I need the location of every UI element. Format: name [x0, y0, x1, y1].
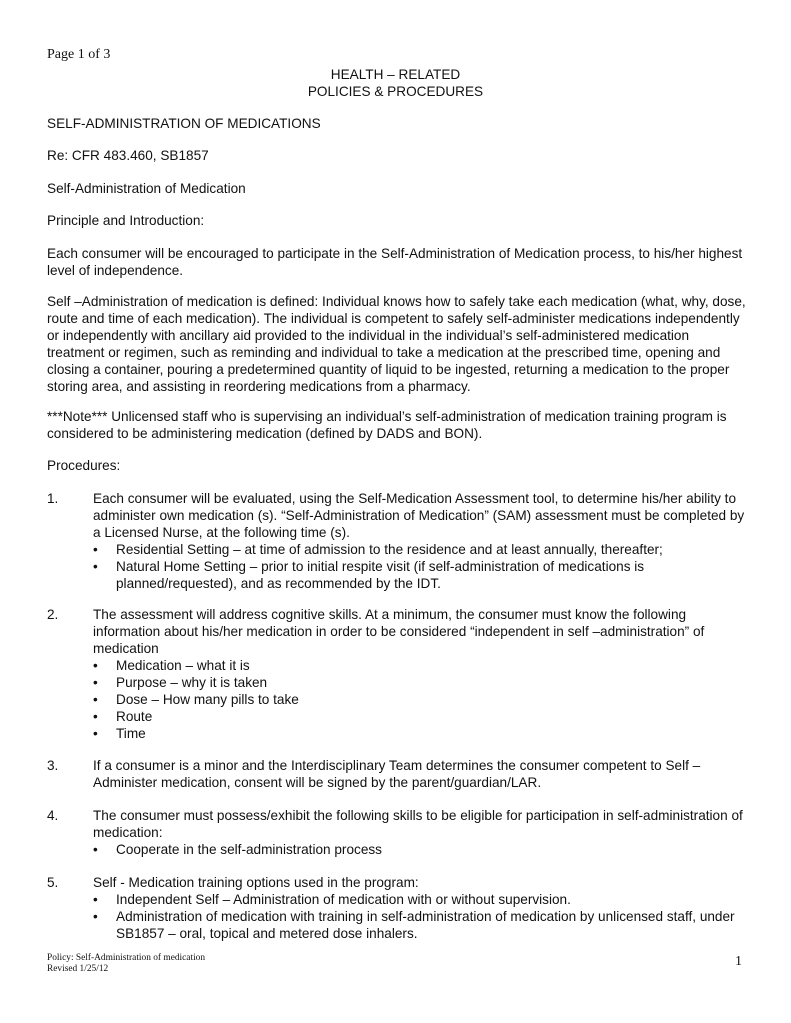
procedure-bullets — [93, 541, 745, 592]
procedure-bullets — [93, 891, 745, 942]
footer-revised: Revised 1/25/12 — [47, 964, 109, 974]
note-paragraph: ***Note*** Unlicensed staff who is supervising an individual’s self-administration of medication training program is considered to be administering medication (defined by DADS and BON). — [47, 409, 727, 441]
footer-page-number: 1 — [735, 954, 742, 969]
procedure-number: 5. — [47, 875, 59, 890]
document-title: SELF-ADMINISTRATION OF MEDICATIONS — [47, 116, 321, 131]
bullet-item: • Purpose – why it is taken — [93, 675, 268, 690]
regulation-reference: Re: CFR 483.460, SB1857 — [47, 148, 209, 163]
procedure-text: If a consumer is a minor and the Interdisciplinary Team determines the consumer competent to Self – Administer medication, consent will be signed by the parent/guardian/LAR. — [93, 758, 701, 790]
bullet-icon: • — [93, 658, 98, 673]
bullet-icon: • — [93, 675, 98, 690]
procedure-text: Each consumer will be evaluated, using the Self-Medication Assessment tool, to determine his/her ability to administer own medication (s). “Self-Administration of Medication” (SAM) assessment must be completed by a Licensed Nurse, at the following time (s). — [93, 491, 745, 540]
procedure-number: 4. — [47, 808, 59, 823]
section-subtitle: Self-Administration of Medication — [47, 181, 246, 196]
procedure-number: 3. — [47, 758, 59, 773]
bullet-item: • Time — [93, 726, 146, 741]
procedure-text: Self - Medication training options used in the program: — [93, 875, 419, 890]
procedures-heading: Procedures: — [47, 458, 121, 473]
procedure-text: The assessment will address cognitive skills. At a minimum, the consumer must know the following information about his/her medication in order to be considered “independent in self –administration” of medication — [93, 607, 705, 656]
intro-paragraph: Each consumer will be encouraged to participate in the Self-Administration of Medication process, to his/her highest level of independence. — [47, 246, 743, 278]
bullet-icon: • — [93, 542, 98, 557]
bullet-item: • Residential Setting – at time of admission to the residence and at least annually, thereafter; — [93, 542, 663, 557]
bullet-item: • Administration of medication with training in self-administration of medication by unlicensed staff, under SB1857 – oral, topical and metered dose inhalers. — [93, 909, 735, 941]
procedure-bullets — [93, 657, 745, 742]
principle-heading: Principle and Introduction: — [47, 213, 205, 228]
bullet-item: • Cooperate in the self-administration process — [93, 842, 382, 857]
footer-policy: Policy: Self-Administration of medication — [47, 953, 206, 963]
bullet-icon: • — [93, 842, 98, 857]
procedure-bullets — [93, 841, 745, 858]
definition-paragraph: Self –Administration of medication is defined: Individual knows how to safely take each medication (what, why, dose, route and time of each medication). The individual is competent to safely self-administer medications independently or independently with ancillary aid provided to the individual in the individual’s self-administered medication treatment or regimen, such as reminding and individual to take a medication at the prescribed time, opening and closing a container, pouring a predetermined quantity of liquid to be ingested, returning a medication to the proper storing area, and assisting in reordering medications from a pharmacy. — [47, 294, 746, 394]
bullet-icon: • — [93, 909, 98, 924]
bullet-icon: • — [93, 726, 98, 741]
page-footer — [47, 953, 205, 975]
procedure-number: 1. — [47, 491, 59, 506]
procedure-number: 2. — [47, 607, 59, 622]
bullet-item: • Route — [93, 709, 153, 724]
header-line-2: POLICIES & PROCEDURES — [307, 84, 484, 99]
bullet-item: • Independent Self – Administration of medication with or without supervision. — [93, 892, 571, 907]
bullet-icon: • — [93, 559, 98, 574]
header-line-1: HEALTH – RELATED — [330, 67, 461, 82]
bullet-icon: • — [93, 892, 98, 907]
bullet-icon: • — [93, 709, 98, 724]
bullet-item: • Natural Home Setting – prior to initial respite visit (if self-administration of medications is planned/requested), and as recommended by the IDT. — [93, 559, 645, 591]
bullet-item: • Medication – what it is — [93, 658, 250, 673]
procedure-text: The consumer must possess/exhibit the following skills to be eligible for participation in self-administration of medication: — [93, 808, 743, 840]
document-header — [0, 66, 791, 100]
page-label: Page 1 of 3 — [47, 47, 111, 62]
bullet-icon: • — [93, 692, 98, 707]
bullet-item: • Dose – How many pills to take — [93, 692, 299, 707]
